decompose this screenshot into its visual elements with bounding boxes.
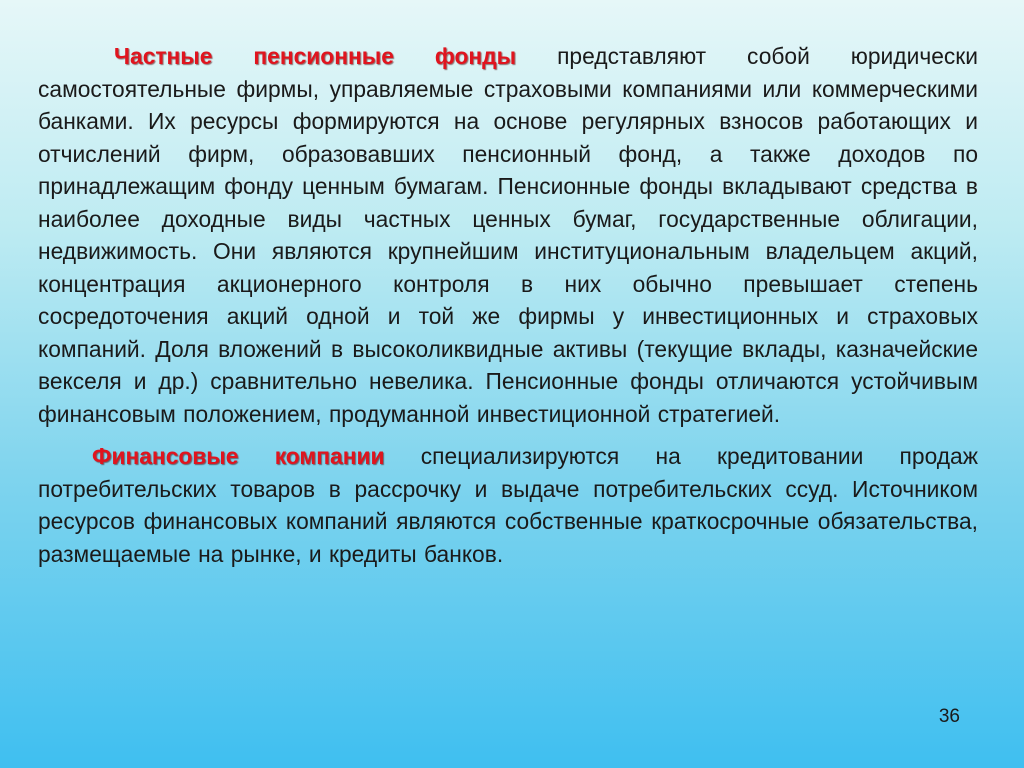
term-pension-funds: Частные пенсионные фонды (114, 43, 517, 69)
term-finance-companies: Финансовые компании (92, 443, 385, 469)
paragraph-finance-companies (38, 440, 978, 570)
paragraph-text: специализируются на кредитовании продаж потребительских товаров в рассрочку и выдаче потребительских ссуд. Источником ресурсов финансовых компаний являются собственные краткосрочные обязательства, размещаемые на рынке, и кредиты банков. (38, 443, 978, 567)
slide-body (38, 40, 978, 570)
paragraph-text: представляют собой юридически самостоятельные фирмы, управляемые страховыми компаниями или коммерческими банками. Их ресурсы формируются на основе регулярных взносов работающих и отчислений фирм, образовавших пенсионный фонд, а также доходов по принадлежащим фонду ценным бумагам. Пенсионные фонды вкладывают средства в наиболее доходные виды частных ценных бумаг, государственные облигации, недвижимость. Они являются крупнейшим институциональным владельцем акций, концентрация акционерного контроля в них обычно превышает степень сосредоточения акций одной и той же фирмы у инвестиционных и страховых компаний. Доля вложений в высоколиквидные активы (текущие вклады, казначейские векселя и др.) сравнительно невелика. Пенсионные фонды отличаются устойчивым финансовым положением, продуманной инвестиционной стратегией. (38, 43, 978, 427)
paragraph-pension-funds (38, 40, 978, 430)
page-number: 36 (938, 706, 960, 727)
